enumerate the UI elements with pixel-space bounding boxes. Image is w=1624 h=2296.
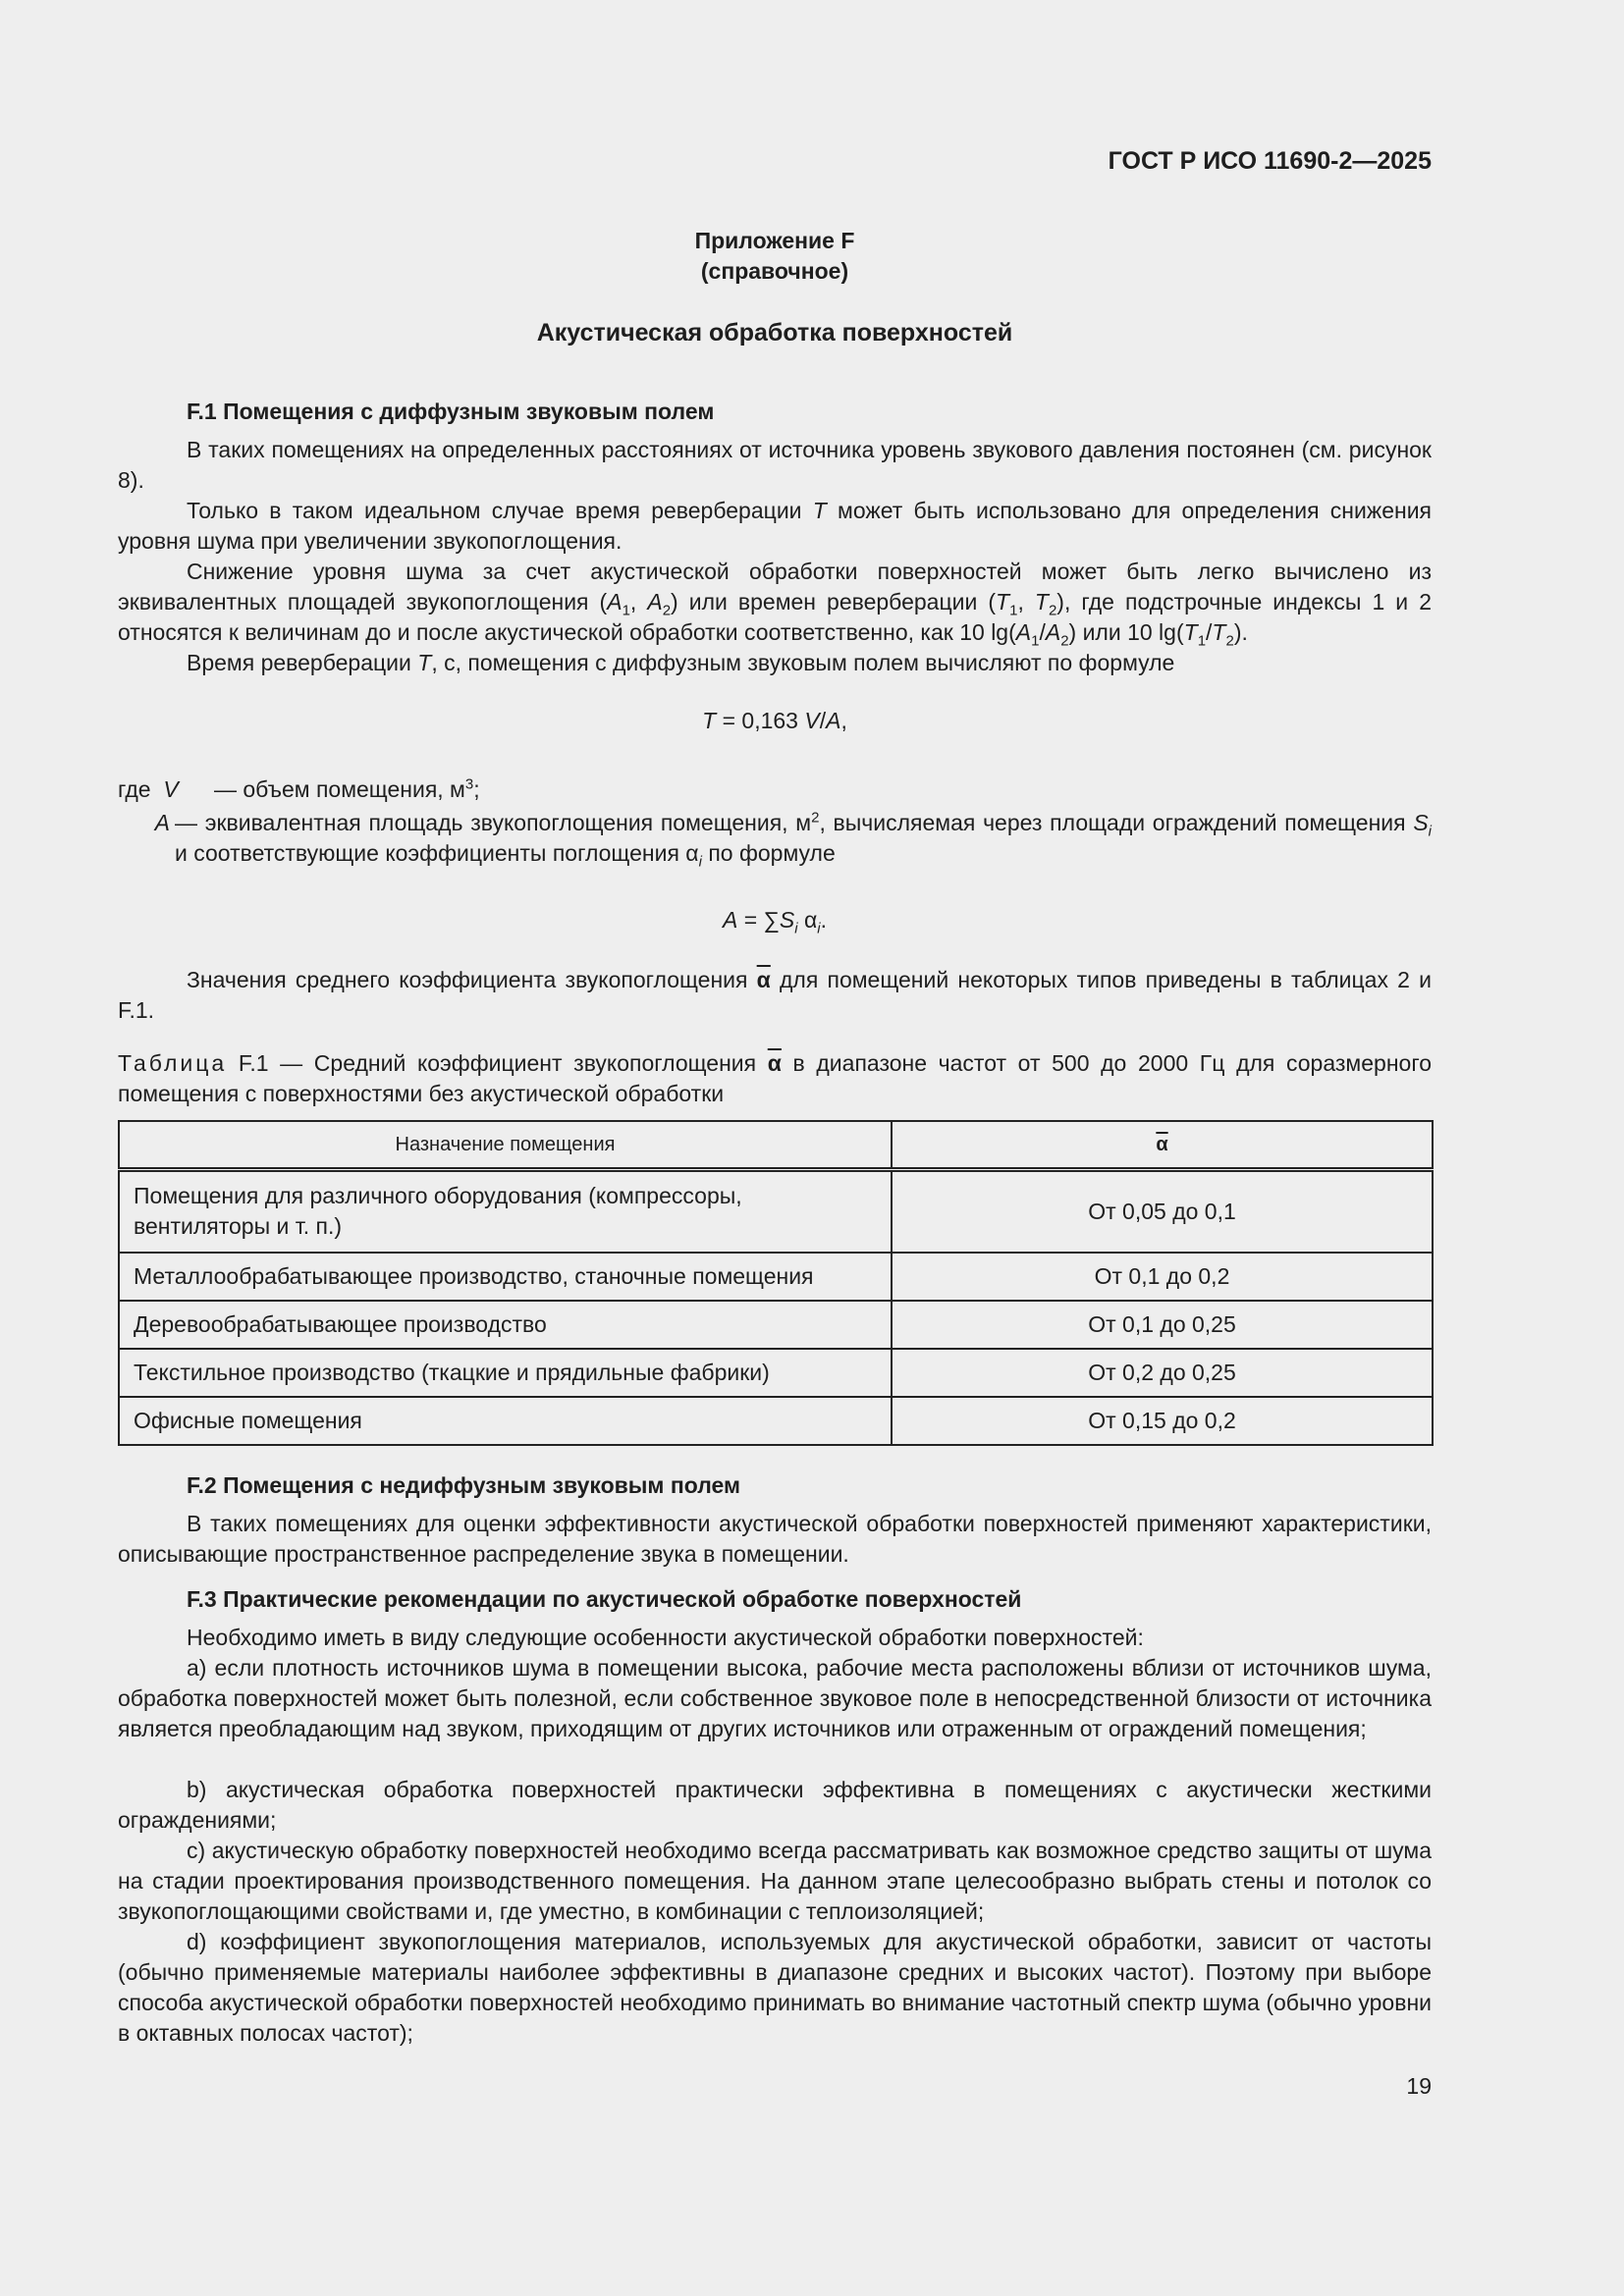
table-cell-room: Помещения для различного оборудования (компрессоры, вентиляторы и т. п.) [119, 1170, 892, 1253]
table-cell-room: Деревообрабатывающее производство [119, 1301, 892, 1349]
table-cell-value: От 0,05 до 0,1 [892, 1170, 1433, 1253]
table-row [119, 1349, 1433, 1397]
section-heading-f1: F.1 Помещения с диффузным звуковым полем [187, 399, 715, 424]
column-header-alpha: $\overline{\alpha}$ [892, 1121, 1433, 1170]
section-heading-f3: F.3 Практические рекомендации по акустической обработке поверхностей [187, 1586, 1022, 1612]
legend-v: где V — объем помещения, $м^3$; [118, 775, 480, 802]
table-row [119, 1397, 1433, 1445]
table-row [119, 1170, 1433, 1253]
table-header-row [119, 1121, 1433, 1170]
appendix-title: Акустическая обработка поверхностей [536, 319, 1013, 347]
table-caption: Таблица F.1 — Средний коэффициент звукопоглощения $\overline{\alpha}$ в диапазоне частот от 500 до 2000 Гц для соразмерного помещения с поверхностями без акустической обработки [118, 1050, 1432, 1106]
list-item-d: d) коэффициент звукопоглощения материалов, используемых для акустической обработки, зависит от частоты (обычно применяемые материалы наиболее эффективны в диапазоне средних и высоких частот). Поэтому при выборе способа акустической обработки поверхностей необходимо принимать во внимание частотный спектр шума (обычно уровни в октавных полосах частот); [118, 1929, 1432, 2046]
list-item-c: c) акустическую обработку поверхностей необходимо всегда рассматривать как возможное средство защиты от шума на стадии проектирования производственного помещения. На данном этапе целесообразно выбрать стены и потолок со звукопоглощающими свойствами и, где уместно, в комбинации с теплоизоляцией; [118, 1838, 1432, 1924]
legend-a: A — эквивалентная площадь звукопоглощения помещения, $м^2$, вычисляемая через площади ограждений помещения $S_i$ и соответствующие коэффициенты поглощения $\alpha_i$ по формуле [154, 809, 1432, 871]
list-item-b: b) акустическая обработка поверхностей практически эффективна в помещениях с акустически жесткими ограждениями; [118, 1777, 1432, 1833]
formula-reverberation: T = 0,163 V/A, [702, 708, 847, 733]
document-code: ГОСТ Р ИСО 11690-2—2025 [1108, 147, 1432, 175]
table-cell-value: От 0,15 до 0,2 [892, 1397, 1433, 1445]
appendix-type: (справочное) [700, 258, 849, 284]
column-header-room: Назначение помещения [119, 1121, 892, 1170]
paragraph-f1-2: Только в таком идеальном случае время реверберации T может быть использовано для определения снижения уровня шума при увеличении звукопоглощения. [118, 498, 1433, 554]
paragraph-f1-3: Снижение уровня шума за счет акустической обработки поверхностей может быть легко вычислено из эквивалентных площадей звукопоглощения ($A_1$, $A_2$) или времен реверберации ($T_1$, $T_2$), где подстрочные индексы 1 и 2 относятся к величинам до и после акустической обработки соответственно, как 10 $\lg(A_1/A_2)$ или 10 $\lg(T_1/T_2)$. [118, 559, 1432, 650]
paragraph-f1-5: Значения среднего коэффициента звукопоглощения $\overline{\alpha}$ для помещений некоторых типов приведены в таблицах 2 и F.1. [118, 967, 1432, 1023]
list-item-a: a) если плотность источников шума в помещении высока, рабочие места расположены вблизи от источников шума, обработка поверхностей может быть полезной, если собственное звуковое поле в непосредственной близости от источника является преобладающим над звуком, приходящим от других источников или отраженным от ограждений помещения; [118, 1655, 1432, 1741]
table-row [119, 1301, 1433, 1349]
table-cell-value: От 0,1 до 0,2 [892, 1253, 1433, 1301]
table-cell-room: Офисные помещения [119, 1397, 892, 1445]
table-cell-room: Текстильное производство (ткацкие и прядильные фабрики) [119, 1349, 892, 1397]
formula-absorption-area: $A = \sum S_i$ $\alpha_i$. [722, 907, 828, 937]
paragraph-f2-1: В таких помещениях для оценки эффективности акустической обработки поверхностей применяют характеристики, описывающие пространственное распределение звука в помещении. [118, 1511, 1432, 1567]
table-cell-value: От 0,2 до 0,25 [892, 1349, 1433, 1397]
paragraph-f1-4: Время реверберации T, с, помещения с диффузным звуковым полем вычисляют по формуле [187, 650, 1175, 675]
section-heading-f2: F.2 Помещения с недиффузным звуковым полем [187, 1472, 741, 1498]
page-number: 19 [1406, 2073, 1432, 2099]
paragraph-f1-1: В таких помещениях на определенных расстояниях от источника уровень звукового давления постоянен (см. рисунок 8). [118, 437, 1432, 493]
paragraph-f3-intro: Необходимо иметь в виду следующие особенности акустической обработки поверхностей: [187, 1625, 1144, 1650]
appendix-heading [118, 226, 1432, 287]
table-cell-value: От 0,1 до 0,25 [892, 1301, 1433, 1349]
table-row [119, 1253, 1433, 1301]
appendix-label: Приложение F [694, 228, 855, 253]
absorption-table [118, 1120, 1434, 1446]
table-cell-room: Металлообрабатывающее производство, станочные помещения [119, 1253, 892, 1301]
